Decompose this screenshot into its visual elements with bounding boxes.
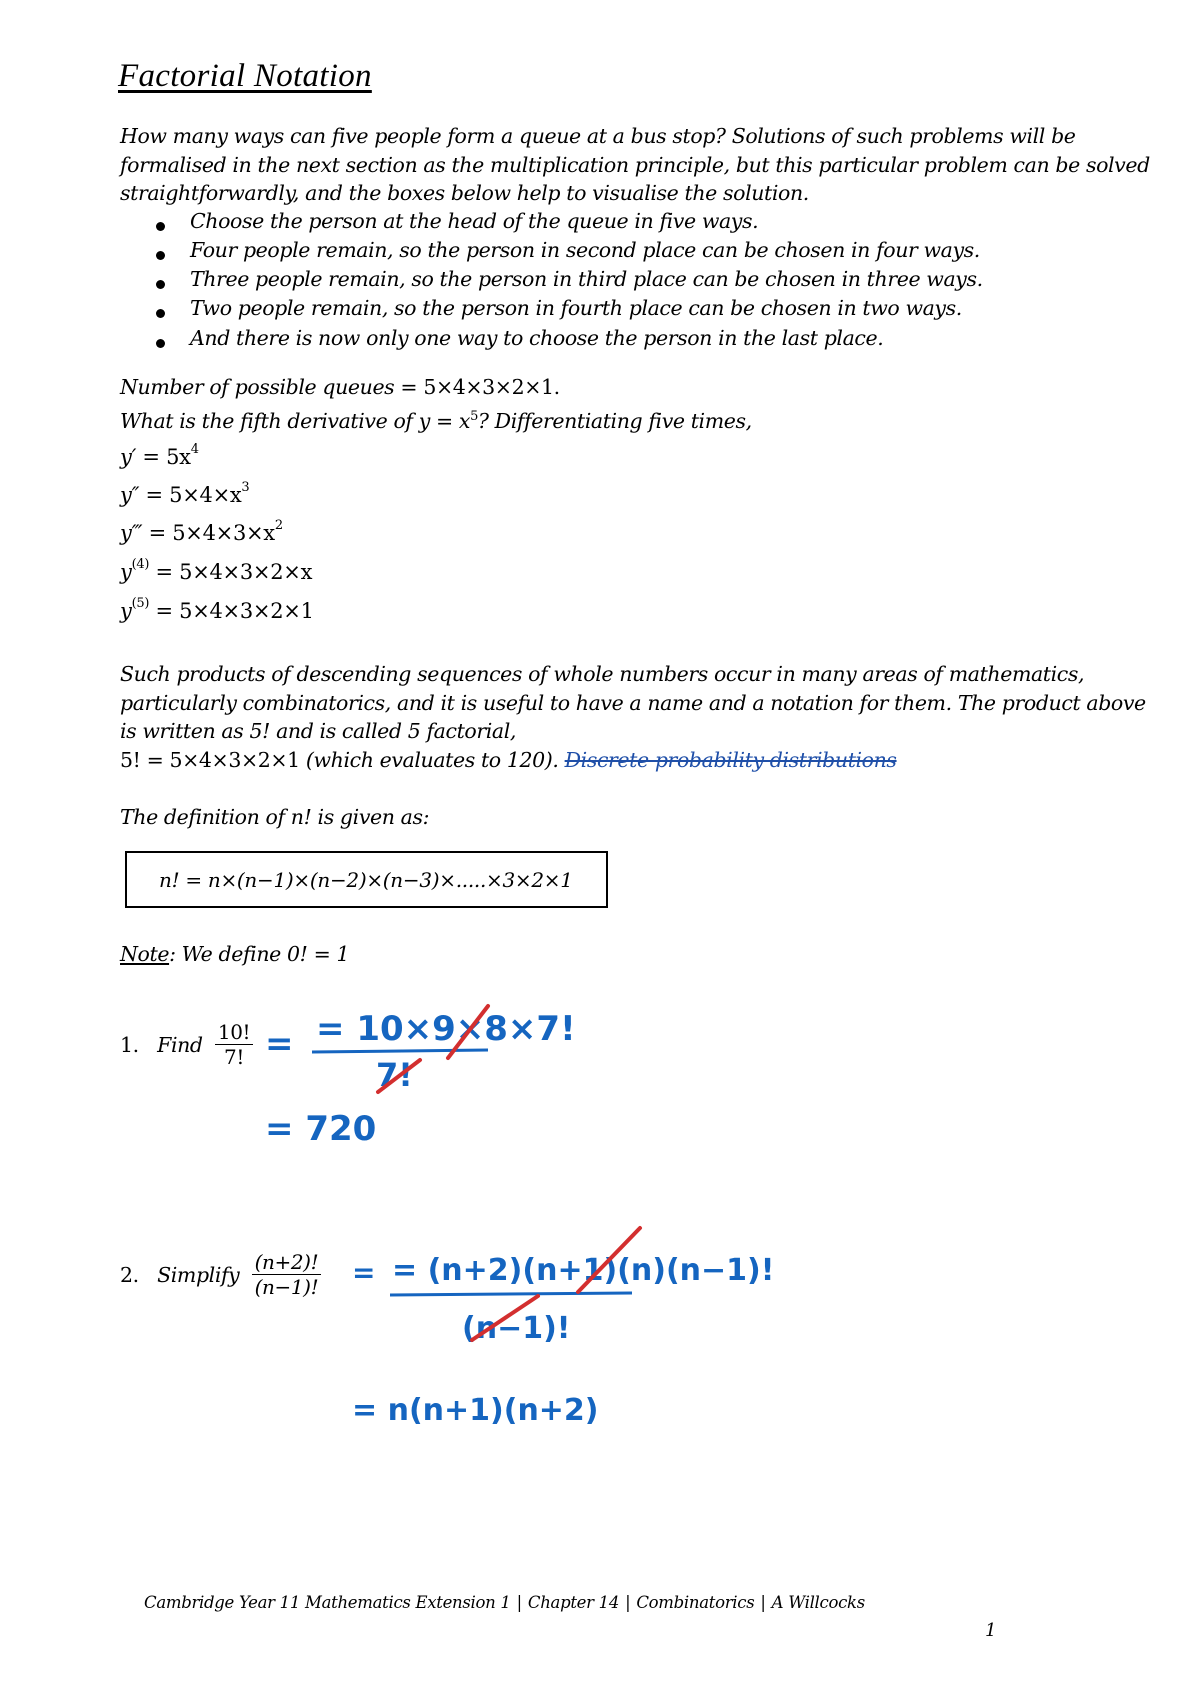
derivative-power: 4	[190, 442, 199, 457]
derivative-rhs: = 5×4×3×x	[142, 521, 275, 545]
hw-q1-equals: =	[265, 1024, 294, 1064]
bullet-item: Four people remain, so the person in second place can be chosen in four ways.	[190, 238, 980, 262]
question-word: Find	[157, 1032, 203, 1057]
hw-q2-answer: = n(n+1)(n+2)	[352, 1393, 599, 1428]
question-word: Simplify	[157, 1262, 240, 1287]
hw-q1-denominator: 7!	[376, 1056, 413, 1094]
footer-chapter: Chapter 14	[527, 1593, 620, 1612]
derivative-lhs: y″	[120, 483, 140, 507]
note-label: Note	[120, 942, 170, 966]
derivative-lhs: y	[120, 599, 132, 623]
page-title: Factorial Notation	[118, 58, 372, 94]
definition-formula: n! = n×(n−1)×(n−2)×(n−3)×.....×3×2×1	[159, 867, 573, 892]
products-paragraph: Such products of descending sequences of whole numbers occur in many areas of mathematics, particularly combinatorics, and it is useful to have a name and a notation for them. The product above is written as 5! and is called 5 factorial,	[120, 662, 1146, 743]
five-factorial-note: (which evaluates to 120).	[299, 748, 565, 772]
fraction-denominator: 7!	[224, 1045, 244, 1069]
five-factorial-expr: 5! = 5×4×3×2×1	[120, 748, 300, 772]
fraction-numerator: (n+2)!	[252, 1250, 322, 1275]
queues-text: Number of possible queues	[120, 375, 395, 399]
question-number: 2.	[120, 1262, 139, 1287]
footer-separator: |	[625, 1593, 631, 1612]
definition-label: The definition of n! is given as:	[120, 805, 430, 829]
bullet-item: Two people remain, so the person in fourth place can be chosen in two ways.	[190, 296, 962, 320]
derivative-lhs: y‴	[120, 521, 143, 545]
fraction-denominator: (n−1)!	[254, 1275, 319, 1299]
intro-paragraph: How many ways can five people form a queue at a bus stop? Solutions of such problems will be formalised in the next section as the multiplication principle, but this particular problem can be solved straightforwardly, and the boxes below help to visualise the solution.	[120, 124, 1150, 205]
question-number: 1.	[120, 1032, 139, 1057]
function-power: 5	[470, 409, 478, 425]
hw-q2-denominator: (n−1)!	[462, 1311, 571, 1346]
footer-topic: Combinatorics	[636, 1593, 755, 1612]
queues-expr: = 5×4×3×2×1.	[394, 375, 560, 399]
hw-q2-equals: =	[352, 1256, 376, 1289]
note-text: : We define 0! = 1	[169, 942, 350, 966]
cancel-marks	[378, 1006, 640, 1340]
derivative-lhs: y′	[120, 445, 137, 469]
derivative-rhs: = 5×4×3×2×x	[149, 560, 313, 584]
question-text: What is the fifth derivative of	[120, 409, 419, 433]
bullet-item: Choose the person at the head of the queue in five ways.	[190, 209, 759, 233]
footer-author: A Willcocks	[771, 1593, 865, 1612]
fraction-numerator: 10!	[215, 1020, 253, 1045]
hw-q1-fraction-bar	[312, 1050, 488, 1052]
bullet-item: And there is now only one way to choose the person in the last place.	[190, 326, 884, 350]
struck-text: Discrete probability distributions	[564, 748, 897, 772]
derivative-rhs: = 5×4×x	[139, 483, 242, 507]
footer-course: Cambridge Year 11 Mathematics Extension 1	[144, 1593, 511, 1612]
hw-q2-numerator: = (n+2)(n+1)(n)(n−1)!	[392, 1253, 775, 1288]
bullet-item: Three people remain, so the person in third place can be chosen in three ways.	[190, 267, 983, 291]
derivative-rhs: = 5×4×3×2×1	[149, 599, 314, 623]
derivative-order: (5)	[131, 596, 150, 611]
derivative-power: 3	[241, 480, 250, 495]
function-expr: y = x	[418, 409, 471, 433]
hw-q1-answer: = 720	[265, 1109, 377, 1149]
hw-q1-numerator: = 10×9×8×7!	[316, 1009, 576, 1049]
derivative-rhs: = 5x	[136, 445, 191, 469]
hw-q2-fraction-bar	[390, 1293, 632, 1295]
question-tail: ? Differentiating five times,	[477, 409, 752, 433]
page-number: 1	[985, 1620, 997, 1641]
footer-separator: |	[516, 1593, 522, 1612]
page-footer	[144, 1593, 865, 1612]
derivative-lhs: y	[120, 560, 132, 584]
derivative-order: (4)	[131, 557, 150, 572]
derivative-power: 2	[274, 518, 283, 533]
footer-separator: |	[760, 1593, 766, 1612]
